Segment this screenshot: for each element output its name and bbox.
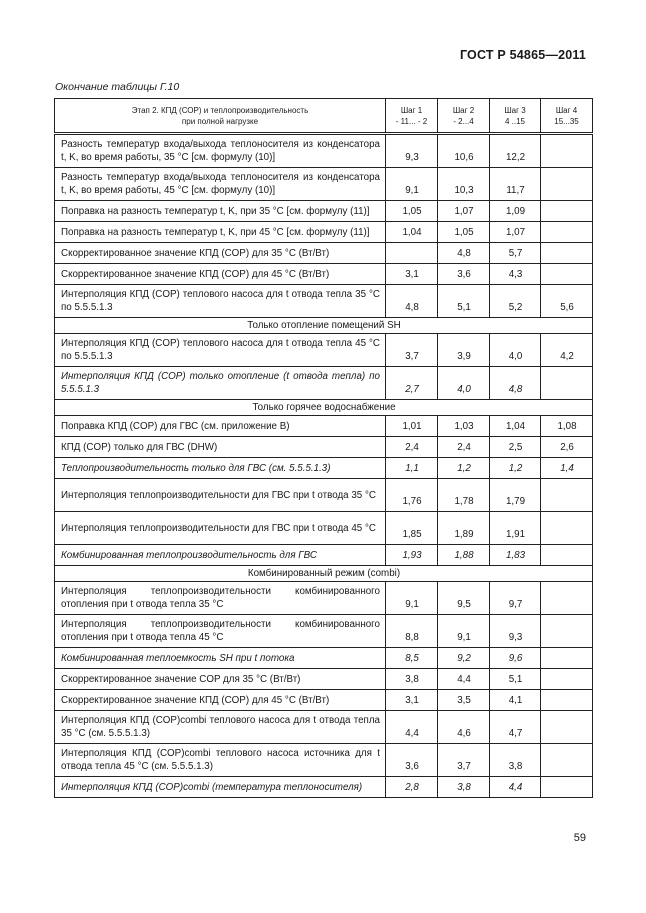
table-row bbox=[55, 545, 593, 566]
table-row bbox=[55, 416, 593, 437]
cell-step-1: 1,85 bbox=[386, 512, 438, 545]
table-row bbox=[55, 648, 593, 669]
table-row bbox=[55, 134, 593, 168]
cell-step-2: 3,7 bbox=[438, 744, 490, 777]
table-row bbox=[55, 669, 593, 690]
row-label: Скорректированное значение COP для 35 °C (Вт/Вт) bbox=[55, 669, 386, 690]
cell-step-1: 1,76 bbox=[386, 479, 438, 512]
cell-step-1: 1,93 bbox=[386, 545, 438, 566]
table-row bbox=[55, 367, 593, 400]
cell-step-1 bbox=[386, 243, 438, 264]
cell-step-4 bbox=[541, 479, 593, 512]
cell-step-4 bbox=[541, 545, 593, 566]
cell-step-4 bbox=[541, 669, 593, 690]
cell-step-2: 9,1 bbox=[438, 615, 490, 648]
cell-step-1: 1,01 bbox=[386, 416, 438, 437]
cell-step-3: 1,07 bbox=[490, 222, 541, 243]
cell-step-3: 1,04 bbox=[490, 416, 541, 437]
cell-step-1: 8,5 bbox=[386, 648, 438, 669]
cell-step-1: 3,7 bbox=[386, 334, 438, 367]
cell-step-3: 1,91 bbox=[490, 512, 541, 545]
table-row bbox=[55, 243, 593, 264]
page-number: 59 bbox=[573, 832, 586, 844]
cell-step-2: 9,5 bbox=[438, 582, 490, 615]
cell-step-3: 12,2 bbox=[490, 134, 541, 168]
standard-number: ГОСТ Р 54865—2011 bbox=[459, 48, 586, 62]
cell-step-2: 1,89 bbox=[438, 512, 490, 545]
cell-step-2: 4,0 bbox=[438, 367, 490, 400]
cell-step-4 bbox=[541, 512, 593, 545]
cell-step-3: 4,0 bbox=[490, 334, 541, 367]
cell-step-2: 3,6 bbox=[438, 264, 490, 285]
cell-step-1: 3,1 bbox=[386, 690, 438, 711]
cell-step-4 bbox=[541, 582, 593, 615]
cell-step-2: 1,05 bbox=[438, 222, 490, 243]
row-label: Скорректированное значение КПД (COP) для 45 °C (Вт/Вт) bbox=[55, 264, 386, 285]
cell-step-4 bbox=[541, 777, 593, 798]
cell-step-4: 4,2 bbox=[541, 334, 593, 367]
cell-step-3: 9,3 bbox=[490, 615, 541, 648]
cell-step-4 bbox=[541, 367, 593, 400]
cell-step-2: 10,6 bbox=[438, 134, 490, 168]
row-label: Интерполяция теплопроизводительности для ГВС при t отвода 35 °C bbox=[55, 479, 386, 512]
row-label: Интерполяция теплопроизводительности комбинированного отопления при t отвода тепла 35 °C bbox=[55, 582, 386, 615]
section-row bbox=[55, 318, 593, 334]
cell-step-1: 9,3 bbox=[386, 134, 438, 168]
table-row bbox=[55, 222, 593, 243]
row-label: Скорректированное значение КПД (COP) для 35 °C (Вт/Вт) bbox=[55, 243, 386, 264]
cell-step-2: 4,4 bbox=[438, 669, 490, 690]
section-title: Комбинированный режим (combi) bbox=[55, 566, 593, 582]
section-row bbox=[55, 566, 593, 582]
row-label: Интерполяция КПД (COP)combi (температура теплоносителя) bbox=[55, 777, 386, 798]
cell-step-3: 1,83 bbox=[490, 545, 541, 566]
header-stage: Этап 2. КПД (СОР) и теплопроизводительность при полной нагрузке bbox=[55, 99, 386, 134]
table-header-row bbox=[55, 99, 593, 134]
cell-step-2: 1,78 bbox=[438, 479, 490, 512]
row-label: Интерполяция КПД (COP)combi теплового насоса для t отвода тепла 35 °C (см. 5.5.5.1.3) bbox=[55, 711, 386, 744]
row-label: Поправка КПД (COP) для ГВС (см. приложение В) bbox=[55, 416, 386, 437]
table-row bbox=[55, 479, 593, 512]
cell-step-2: 5,1 bbox=[438, 285, 490, 318]
cell-step-3: 9,7 bbox=[490, 582, 541, 615]
cell-step-3: 5,1 bbox=[490, 669, 541, 690]
cell-step-4 bbox=[541, 690, 593, 711]
cell-step-1: 3,8 bbox=[386, 669, 438, 690]
cell-step-4 bbox=[541, 201, 593, 222]
row-label: Интерполяция КПД (COP)combi теплового насоса источника для t отвода тепла 45 °C (см. 5.5.5.1.3) bbox=[55, 744, 386, 777]
table-row bbox=[55, 264, 593, 285]
cell-step-1: 2,7 bbox=[386, 367, 438, 400]
cell-step-2: 1,88 bbox=[438, 545, 490, 566]
cell-step-3: 9,6 bbox=[490, 648, 541, 669]
cell-step-3: 4,1 bbox=[490, 690, 541, 711]
cell-step-3: 1,09 bbox=[490, 201, 541, 222]
cell-step-4: 5,6 bbox=[541, 285, 593, 318]
cell-step-4 bbox=[541, 744, 593, 777]
table-row bbox=[55, 777, 593, 798]
table-row bbox=[55, 744, 593, 777]
table-row bbox=[55, 201, 593, 222]
row-label: Скорректированное значение КПД (COP) для 45 °C (Вт/Вт) bbox=[55, 690, 386, 711]
row-label: Разность температур входа/выхода теплоносителя из конденсатора t, K, во время работы, 35 °C [см. формулу (10)] bbox=[55, 134, 386, 168]
row-label: Теплопроизводительность только для ГВС (см. 5.5.5.1.3) bbox=[55, 458, 386, 479]
table-row bbox=[55, 512, 593, 545]
cell-step-4 bbox=[541, 168, 593, 201]
cell-step-4 bbox=[541, 648, 593, 669]
cell-step-4 bbox=[541, 711, 593, 744]
cell-step-2: 3,8 bbox=[438, 777, 490, 798]
cell-step-1: 9,1 bbox=[386, 168, 438, 201]
cell-step-4: 1,08 bbox=[541, 416, 593, 437]
row-label: Поправка на разность температур t, K, при 35 °C [см. формулу (11)] bbox=[55, 201, 386, 222]
row-label: Интерполяция теплопроизводительности комбинированного отопления при t отвода тепла 45 °C bbox=[55, 615, 386, 648]
table-row bbox=[55, 334, 593, 367]
cell-step-3: 5,2 bbox=[490, 285, 541, 318]
cell-step-3: 1,79 bbox=[490, 479, 541, 512]
cell-step-2: 1,2 bbox=[438, 458, 490, 479]
cell-step-1: 2,4 bbox=[386, 437, 438, 458]
header-step-2: Шаг 2 - 2...4 bbox=[438, 99, 490, 134]
cell-step-2: 4,6 bbox=[438, 711, 490, 744]
cell-step-2: 10,3 bbox=[438, 168, 490, 201]
row-label: Интерполяция КПД (COP) теплового насоса для t отвода тепла 35 °C по 5.5.5.1.3 bbox=[55, 285, 386, 318]
row-label: Поправка на разность температур t, K, при 45 °C [см. формулу (11)] bbox=[55, 222, 386, 243]
table-row bbox=[55, 615, 593, 648]
cell-step-1: 1,1 bbox=[386, 458, 438, 479]
table-row bbox=[55, 437, 593, 458]
row-label: Комбинированная теплоемкость SH при t потока bbox=[55, 648, 386, 669]
cell-step-3: 11,7 bbox=[490, 168, 541, 201]
cell-step-2: 2,4 bbox=[438, 437, 490, 458]
cell-step-1: 1,05 bbox=[386, 201, 438, 222]
cell-step-1: 3,6 bbox=[386, 744, 438, 777]
data-table bbox=[54, 98, 593, 798]
section-row bbox=[55, 400, 593, 416]
section-title: Только отопление помещений SH bbox=[55, 318, 593, 334]
table-row bbox=[55, 458, 593, 479]
cell-step-4 bbox=[541, 243, 593, 264]
cell-step-3: 3,8 bbox=[490, 744, 541, 777]
cell-step-3: 5,7 bbox=[490, 243, 541, 264]
cell-step-2: 3,5 bbox=[438, 690, 490, 711]
header-step-4: Шаг 4 15...35 bbox=[541, 99, 593, 134]
cell-step-1: 4,8 bbox=[386, 285, 438, 318]
cell-step-2: 4,8 bbox=[438, 243, 490, 264]
table-caption: Окончание таблицы Г.10 bbox=[55, 81, 180, 93]
cell-step-4: 2,6 bbox=[541, 437, 593, 458]
table-row bbox=[55, 690, 593, 711]
row-label: Комбинированная теплопроизводительность для ГВС bbox=[55, 545, 386, 566]
cell-step-1: 8,8 bbox=[386, 615, 438, 648]
cell-step-1: 3,1 bbox=[386, 264, 438, 285]
cell-step-1: 9,1 bbox=[386, 582, 438, 615]
table-row bbox=[55, 168, 593, 201]
table-row bbox=[55, 285, 593, 318]
cell-step-3: 1,2 bbox=[490, 458, 541, 479]
row-label: Интерполяция теплопроизводительности для ГВС при t отвода 45 °C bbox=[55, 512, 386, 545]
cell-step-2: 1,03 bbox=[438, 416, 490, 437]
cell-step-4: 1,4 bbox=[541, 458, 593, 479]
cell-step-4 bbox=[541, 264, 593, 285]
table-row bbox=[55, 711, 593, 744]
cell-step-3: 2,5 bbox=[490, 437, 541, 458]
header-step-1: Шаг 1 - 11... - 2 bbox=[386, 99, 438, 134]
cell-step-1: 4,4 bbox=[386, 711, 438, 744]
cell-step-2: 1,07 bbox=[438, 201, 490, 222]
header-step-3: Шаг 3 4 ..15 bbox=[490, 99, 541, 134]
section-title: Только горячее водоснабжение bbox=[55, 400, 593, 416]
cell-step-2: 3,9 bbox=[438, 334, 490, 367]
cell-step-3: 4,8 bbox=[490, 367, 541, 400]
cell-step-4 bbox=[541, 615, 593, 648]
cell-step-2: 9,2 bbox=[438, 648, 490, 669]
row-label: Интерполяция КПД (COP) теплового насоса для t отвода тепла 45 °C по 5.5.5.1.3 bbox=[55, 334, 386, 367]
row-label: Интерполяция КПД (COP) только отопление (t отвода тепла) по 5.5.5.1.3 bbox=[55, 367, 386, 400]
cell-step-4 bbox=[541, 134, 593, 168]
table-body bbox=[55, 134, 593, 798]
table-row bbox=[55, 582, 593, 615]
cell-step-1: 2,8 bbox=[386, 777, 438, 798]
cell-step-3: 4,4 bbox=[490, 777, 541, 798]
cell-step-3: 4,3 bbox=[490, 264, 541, 285]
cell-step-3: 4,7 bbox=[490, 711, 541, 744]
row-label: КПД (COP) только для ГВС (DHW) bbox=[55, 437, 386, 458]
row-label: Разность температур входа/выхода теплоносителя из конденсатора t, K, во время работы, 45 °C [см. формулу (10)] bbox=[55, 168, 386, 201]
cell-step-1: 1,04 bbox=[386, 222, 438, 243]
cell-step-4 bbox=[541, 222, 593, 243]
